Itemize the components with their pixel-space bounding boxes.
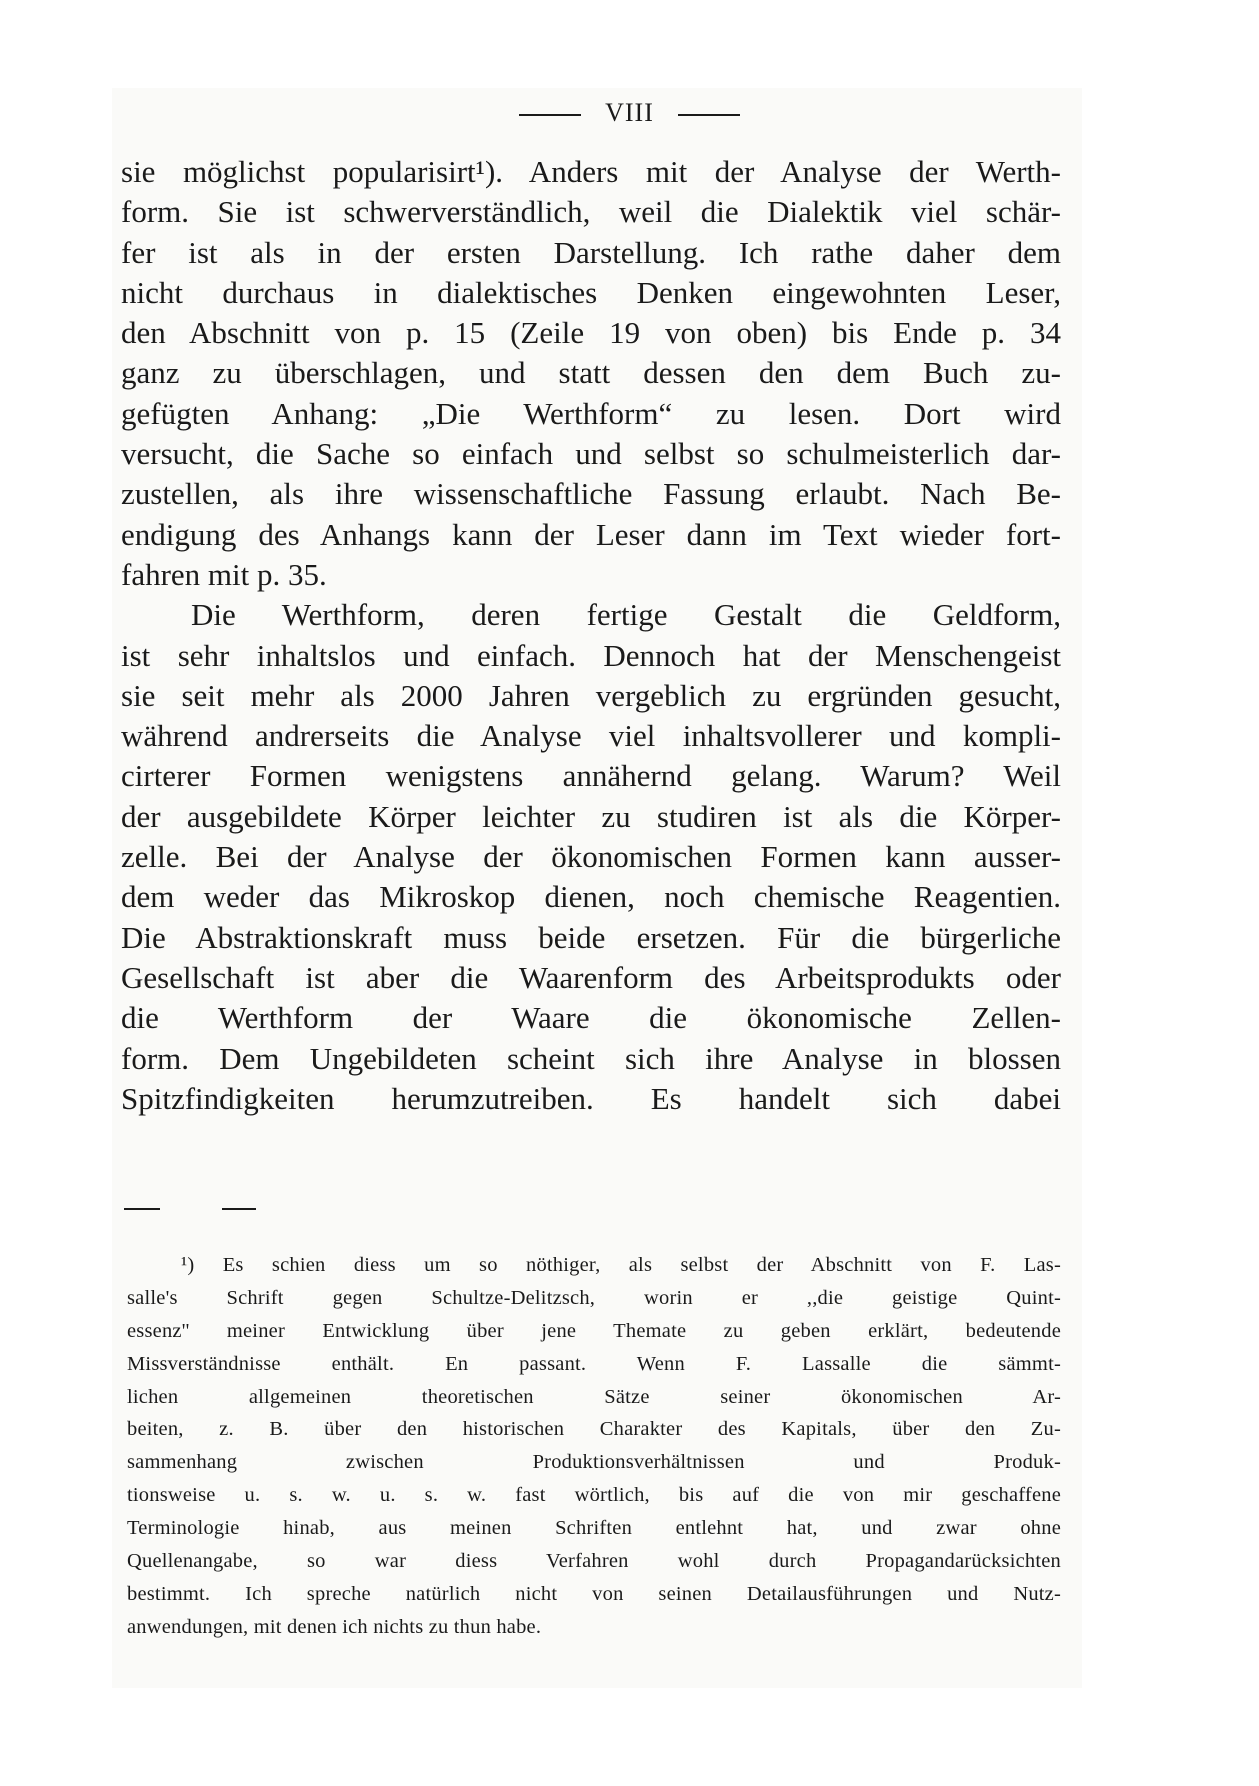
text-line: Gesellschaft ist aber die Waarenform des Arbeitsprodukts oder [121, 959, 1061, 995]
text-line: ist sehr inhaltslos und einfach. Dennoch hat der Menschengeist [121, 637, 1061, 673]
footnote-line: sammenhang zwischen Produktionsverhältnissen und Produk- [127, 1451, 1061, 1474]
main-text [121, 152, 1061, 1119]
text-line: zustellen, als ihre wissenschaftliche Fassung erlaubt. Nach Be- [121, 476, 1061, 512]
text-line: ganz zu überschlagen, und statt dessen den dem Buch zu- [121, 355, 1061, 391]
text-line: sie möglichst popularisirt¹). Anders mit der Analyse der Werth- [121, 154, 1061, 189]
footnote-separator [124, 1208, 284, 1210]
text-line: form. Sie ist schwerverständlich, weil die Dialektik viel schär- [121, 194, 1061, 230]
text-line: der ausgebildete Körper leichter zu studiren ist als die Körper- [121, 798, 1061, 834]
text-line: endigung des Anhangs kann der Leser dann im Text wieder fort- [121, 516, 1061, 552]
text-line: cirterer Formen wenigstens annähernd gelang. Warum? Weil [121, 758, 1061, 794]
text-line: dem weder das Mikroskop dienen, noch chemische Reagentien. [121, 879, 1061, 915]
footnote-line: bestimmt. Ich spreche natürlich nicht von seinen Detailausführungen und Nutz- [127, 1582, 1061, 1605]
text-line: Die Abstraktionskraft muss beide ersetzen. Für die bürgerliche [121, 919, 1061, 955]
page-number: VIII [605, 98, 654, 127]
text-line: form. Dem Ungebildeten scheint sich ihre Analyse in blossen [121, 1040, 1061, 1076]
footnote-line: tionsweise u. s. w. u. s. w. fast wörtlich, bis auf die von mir geschaffene [127, 1484, 1061, 1507]
text-line: Die Werthform, deren fertige Gestalt die Geldform, [191, 597, 1061, 633]
footnote-line: anwendungen, mit denen ich nichts zu thun habe. [127, 1615, 542, 1638]
footnote-line: Missverständnisse enthält. En passant. Wenn F. Lassalle die sämmt- [127, 1352, 1061, 1375]
footnote-line: Quellenangabe, so war diess Verfahren wohl durch Propagandarücksichten [127, 1550, 1061, 1573]
text-line: zelle. Bei der Analyse der ökonomischen Formen kann ausser- [121, 839, 1061, 875]
text-line: sie seit mehr als 2000 Jahren vergeblich zu ergründen gesucht, [121, 677, 1061, 713]
text-line: fer ist als in der ersten Darstellung. Ich rathe daher dem [121, 234, 1061, 270]
text-line: Spitzfindigkeiten herumzutreiben. Es handelt sich dabei [121, 1080, 1061, 1116]
footnote [127, 1249, 1061, 1644]
footnote-line: essenz'' meiner Entwicklung über jene Themate zu geben erklärt, bedeutende [127, 1319, 1061, 1342]
footnote-line: salle's Schrift gegen Schultze-Delitzsch, worin er ,,die geistige Quint- [127, 1286, 1061, 1309]
header-rule-right [678, 114, 740, 116]
page-header [0, 98, 1259, 128]
text-line: während andrerseits die Analyse viel inhaltsvollerer und kompli- [121, 718, 1061, 754]
footnote-line: beiten, z. B. über den historischen Charakter des Kapitals, über den Zu- [127, 1418, 1061, 1441]
footnote-line: ¹) Es schien diess um so nöthiger, als selbst der Abschnitt von F. Las- [181, 1254, 1061, 1276]
footnote-line: Terminologie hinab, aus meinen Schriften entlehnt hat, und zwar ohne [127, 1517, 1061, 1540]
text-line: versucht, die Sache so einfach und selbst so schulmeisterlich dar- [121, 436, 1061, 472]
text-line: die Werthform der Waare die ökonomische Zellen- [121, 1000, 1061, 1036]
header-rule-left [519, 114, 581, 116]
text-line: nicht durchaus in dialektisches Denken eingewohnten Leser, [121, 274, 1061, 310]
text-line: fahren mit p. 35. [121, 556, 327, 592]
text-line: gefügten Anhang: „Die Werthform“ zu lesen. Dort wird [121, 395, 1061, 431]
text-line: den Abschnitt von p. 15 (Zeile 19 von oben) bis Ende p. 34 [121, 315, 1061, 351]
footnote-line: lichen allgemeinen theoretischen Sätze seiner ökonomischen Ar- [127, 1385, 1061, 1408]
